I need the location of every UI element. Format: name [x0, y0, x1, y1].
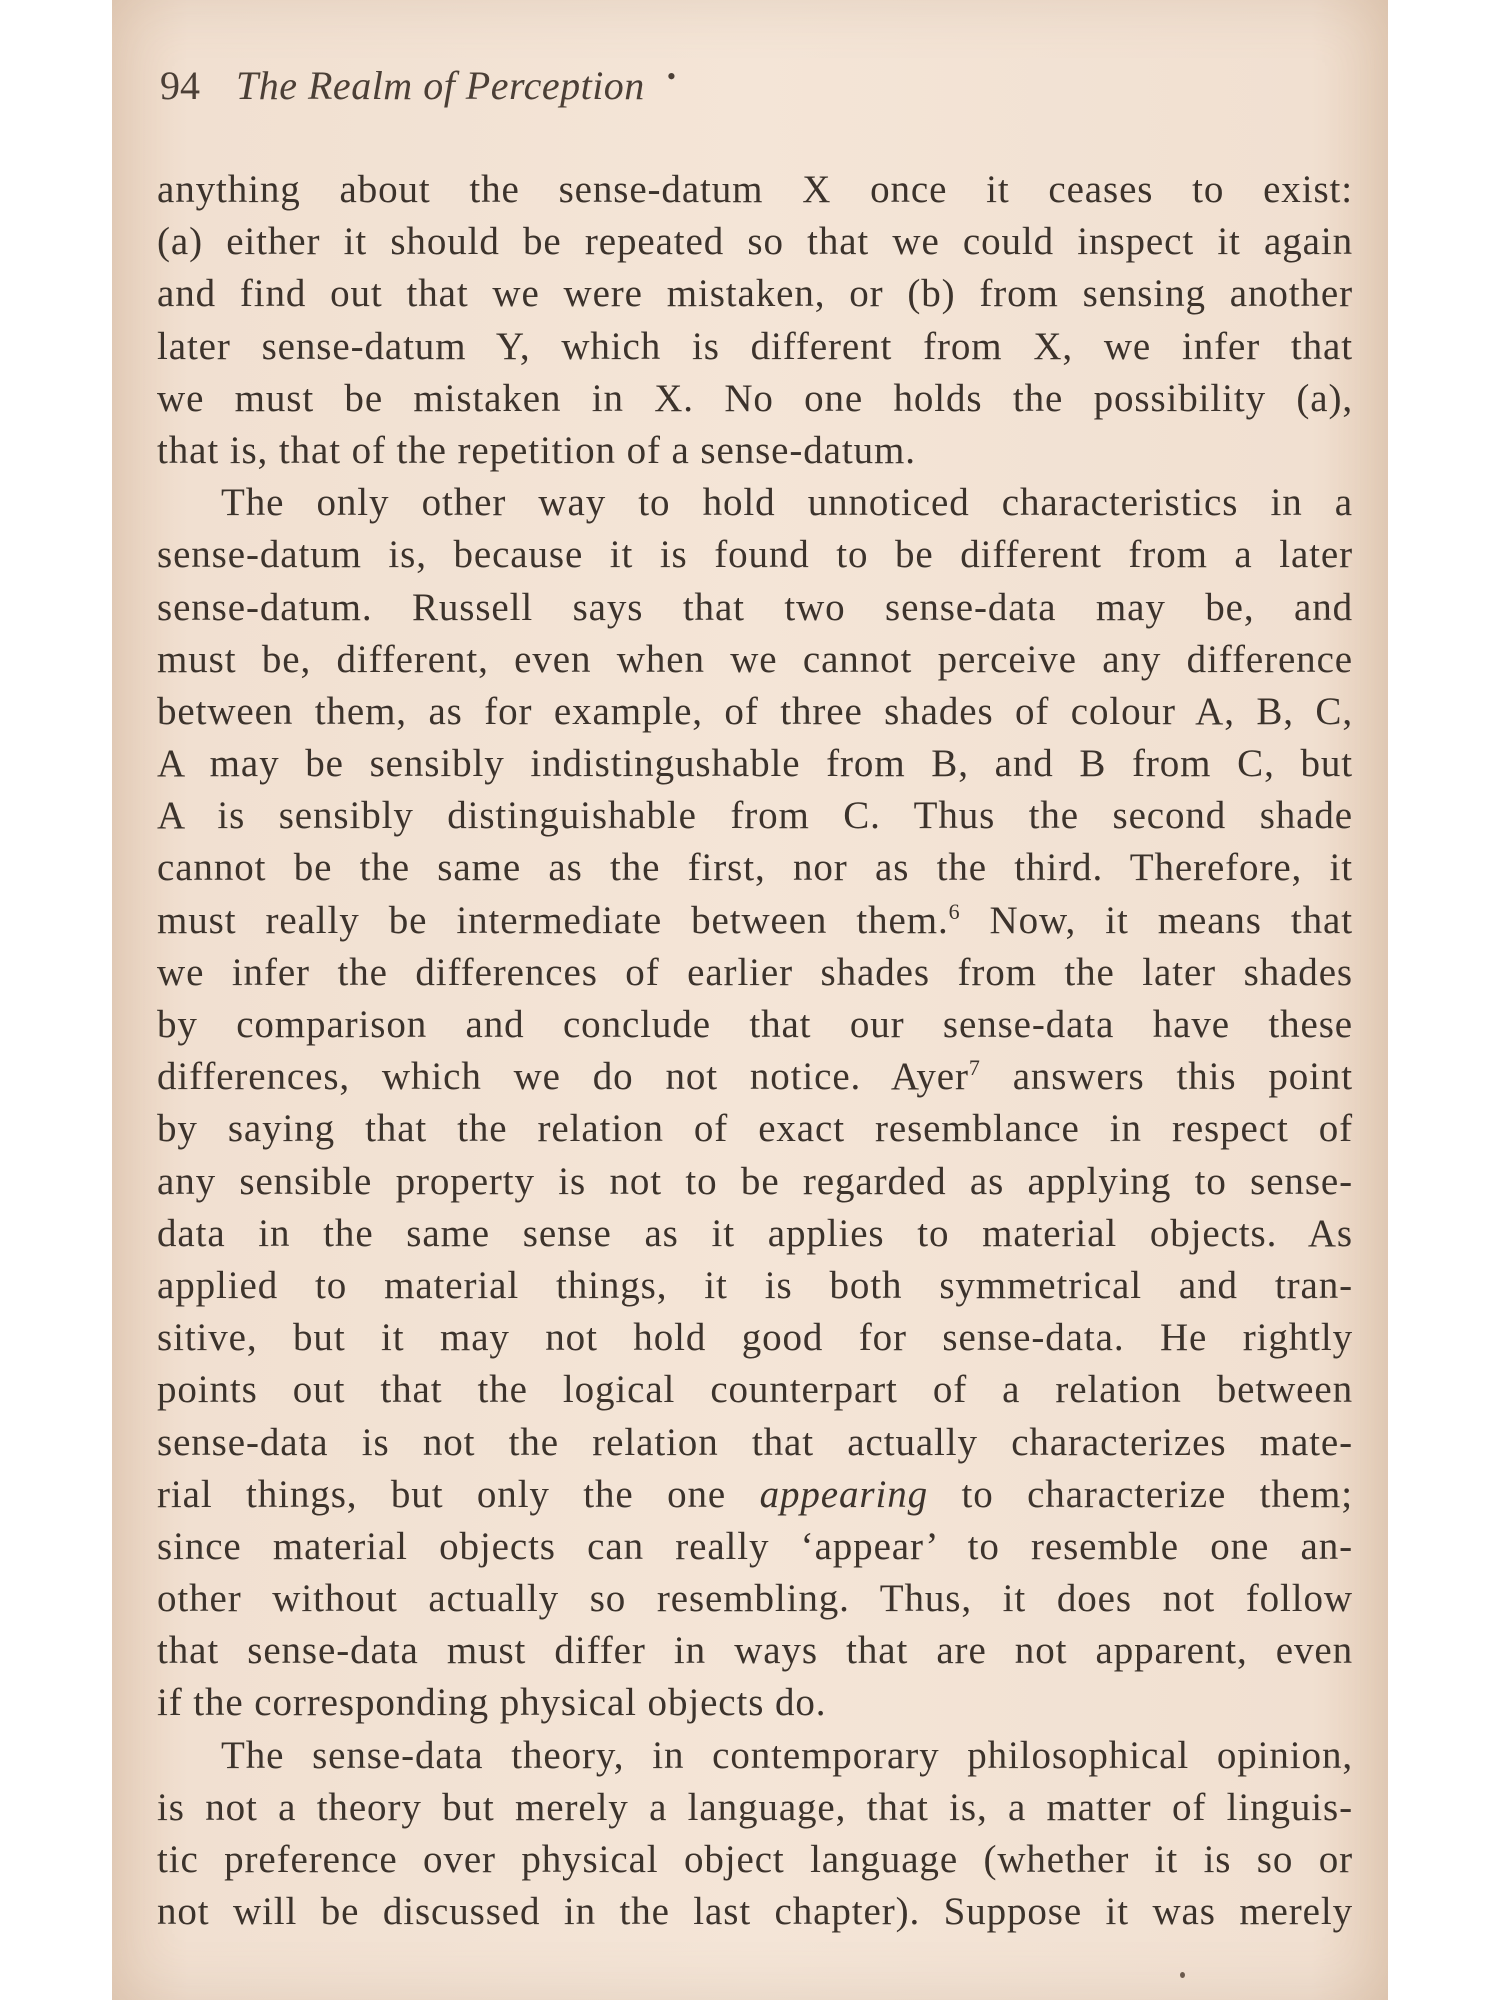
text-line: sense-datum is, because it is found to be different from a later — [157, 533, 1353, 577]
text-line: later sense-datum Y, which is different from X, we infer that — [157, 324, 1353, 368]
paragraph-start-line: The sense-data theory, in contemporary philosophical opinion, — [221, 1733, 1353, 1777]
text-line: sense-data is not the relation that actually characterizes mate- — [157, 1420, 1353, 1464]
text-segment: must really be intermediate between them. — [157, 898, 949, 942]
running-header — [160, 62, 676, 109]
text-line: (a) either it should be repeated so that we could inspect it again — [157, 220, 1353, 264]
page-number: 94 — [160, 63, 200, 108]
text-line: A may be sensibly indistingushable from B, and B from C, but — [157, 742, 1353, 786]
italic-emphasis: appearing — [759, 1472, 929, 1516]
text-line: that sense-data must differ in ways that are not apparent, even — [157, 1629, 1353, 1673]
text-line: must be, different, even when we cannot perceive any difference — [157, 637, 1353, 681]
text-line: sense-datum. Russell says that two sense-data may be, and — [157, 585, 1353, 629]
text-line: if the corresponding physical objects do. — [157, 1681, 827, 1725]
text-line: sitive, but it may not hold good for sense-data. He rightly — [157, 1316, 1353, 1360]
text-line — [157, 895, 1353, 947]
text-line: data in the same sense as it applies to material objects. As — [157, 1211, 1353, 1255]
text-line: A is sensibly distinguishable from C. Thus the second shade — [157, 794, 1353, 838]
text-line: by comparison and conclude that our sense-data have these — [157, 1003, 1353, 1046]
text-line: is not a theory but merely a language, that is, a matter of linguis- — [157, 1785, 1353, 1829]
text-line: tic preference over physical object language (whether it is so or — [157, 1838, 1353, 1881]
text-line: we infer the differences of earlier shades from the later shades — [157, 950, 1353, 994]
header-ornament: • — [666, 62, 676, 91]
text-line: and find out that we were mistaken, or (b) from sensing another — [157, 272, 1353, 316]
text-line: we must be mistaken in X. No one holds the possibility (a), — [157, 376, 1353, 420]
book-page — [112, 0, 1388, 2000]
paper-speck — [1180, 1972, 1185, 1978]
text-line: not will be discussed in the last chapter). Suppose it was merely — [157, 1890, 1353, 1934]
text-line: between them, as for example, of three shades of colour A, B, C, — [157, 689, 1353, 733]
footnote-marker-7: 7 — [968, 1055, 981, 1081]
footnote-marker-6: 6 — [948, 898, 961, 924]
text-line — [157, 1469, 1353, 1521]
text-line: anything about the sense-datum X once it ceases to exist: — [157, 168, 1353, 211]
text-segment: answers this point — [980, 1055, 1353, 1099]
text-line: other without actually so resembling. Thus, it does not follow — [157, 1577, 1353, 1621]
body-text — [157, 164, 1353, 1938]
running-title: The Realm of Perception — [236, 63, 645, 108]
text-segment: rial things, but only the one — [157, 1472, 727, 1516]
text-line: since material objects can really ‘appear’ to resemble one an- — [157, 1524, 1353, 1568]
paragraph-start-line: The only other way to hold unnoticed characteristics in a — [221, 481, 1353, 525]
text-line: points out that the logical counterpart of a relation between — [157, 1368, 1353, 1412]
text-segment: Now, it means that — [960, 898, 1354, 942]
text-segment: differences, which we do not notice. Ayer — [157, 1055, 969, 1099]
text-line: that is, that of the repetition of a sense-datum. — [157, 428, 916, 472]
text-line: applied to material things, it is both symmetrical and tran- — [157, 1263, 1353, 1307]
text-line — [157, 1051, 1353, 1103]
text-line: by saying that the relation of exact resemblance in respect of — [157, 1107, 1353, 1151]
text-segment: to characterize them; — [928, 1472, 1353, 1516]
text-line: any sensible property is not to be regarded as applying to sense- — [157, 1159, 1353, 1203]
text-line: cannot be the same as the first, nor as the third. Therefore, it — [157, 846, 1353, 890]
